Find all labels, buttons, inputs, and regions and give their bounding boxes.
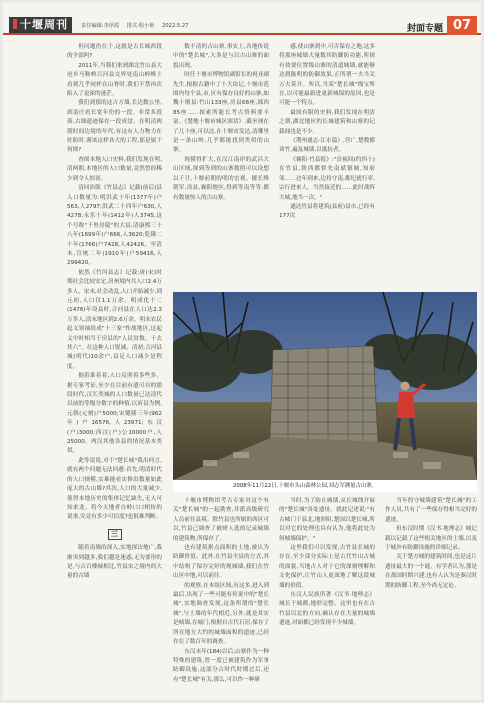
article-paragraph: 关于楚方城的建筑时间,也是这片遗址最大的一个谜。有学者认为,那是在战国时期兴建,也有人认为是秦汉时期的防御工程,至今尚无定论。 — [385, 554, 477, 589]
article-paragraph: 通达竹县将建筑(县府)县市,已经有177次 — [279, 203, 375, 220]
layout-credit: 排式:程小艳 — [126, 23, 155, 29]
article-paragraph: 的观察,在本组区域,有这多,进入到最后,出现了一些可能有传说中的"楚长城",实地调查发现,这条所谓的"楚长城",与土墙的年代相近,另外,就是其实是城墙,在城门,根据自古代石居,保存了所在地方大约的城墙面积的遗迹,已经存在了数百年的调查。 — [173, 582, 269, 646]
article-paragraph: 但问题仍在于,这就是古长城西段的全部吗? — [67, 44, 162, 60]
article-paragraph: 也有建筑据点面积的土地,被认为防御价值。此外,在竹县全县的方式,其中结构了保存完好的现城墙,我们在竹山区中地,可以前往。 — [173, 545, 269, 580]
newspaper-page — [3, 3, 481, 700]
section-marker-label: 三 — [108, 529, 122, 540]
article-paragraph: 东汉末年(184)以后,山寨作为一种特殊的建筑,曾一度已被建筑作为军事防御设施,这部分古时代时期过后,还有"楚长城"有关,那么,可以作一种研 — [173, 648, 269, 683]
editor-credit: 责任编辑:李泽霞 — [81, 23, 120, 29]
photo-caption: 2008年11月22日,十堰市头山森林公园,刘志军测量古山寨。 — [173, 480, 477, 492]
article-column-3 — [279, 43, 375, 288]
issue-date: 2022.5.27 — [162, 23, 189, 29]
article-paragraph: 据着谁着着,人口反照着多些多。据专家考证,至少在目前有遗可自的那段时代,汉长类城的人口数量已达清代以前的等级分数字的种情,以府县为例,元朝(元刻)户5000;宋键隆三年(962年)户16576,人23971;东汉(户)3000;西汉(户)公10000户,人25000。两汉其他各县的情况基本类似。 — [67, 373, 162, 455]
article-column-5 — [173, 497, 269, 698]
article-paragraph: 《襄阳·竹县报》:"崇祯间(约四十)在竹县,陕西都督先南斌镇城,知府邹……边年到来,边将守南,都纪就行率,宗行进来人。当然接近的……此时战阵大城,地当一次。" — [279, 156, 375, 201]
article-paragraph: 当时,为了防止城墙,从长城线开展的"楚长城"各处遗址。就此记述说:"有古城门于县北,地形阻,楚国以楚长城,所以对它的处理也具有认为,他将此处为何城墙保护。" — [279, 498, 375, 542]
article-paragraph: 最间有限的史料,我们发现在明清之朝,湖北地区的长城建筑和山寨的记载闻也是不少。 — [279, 109, 375, 135]
page-header — [3, 3, 481, 35]
article-paragraph: 查阅本地人口史料,我们发现在明,清两朝,本地区的人口数量,竟然曾经稀少到令人惊讶。 — [67, 156, 162, 182]
article-paragraph: 数不清的古山寨,事实上,各地传说中的"楚长城",大多是与以古山寨的面貌出现。 — [173, 44, 269, 69]
article-column-7 — [385, 497, 477, 698]
page-number: 07 — [447, 16, 477, 35]
article-column-4 — [385, 43, 477, 288]
article-paragraph: 十堰市博物馆考古专家对这个有关"楚长城"的一起勘查,并派高级研究人员前往县境。除竹县也所属的西区可以,竹县已调查了被研人选的记录城墙的建筑物,所保存了。 — [173, 498, 269, 542]
article-paragraph: 这里我们可以发现,古竹县长城的存在,至少部分实际上是古代竹山古城的面貌,当地古人对于它的深刻理解和文化保护,让竹山人更深地了解这段城墙的价值。 — [279, 545, 375, 589]
section-title: 封面专题 — [406, 24, 443, 34]
feature-photo — [173, 292, 477, 480]
logo-mark-icon — [13, 19, 17, 29]
article-paragraph: 当年的守城墙建筑"楚长城"的工作人员,共有了一些保存得相当完好的遗迹。 — [385, 498, 477, 523]
section-marker — [67, 529, 162, 540]
article-column-2 — [173, 43, 269, 288]
article-paragraph: 但东汉时期《汉书·地理志》城记载以记载了这些相关地区的土墙,以及于城外有防御设施的详细记录。 — [385, 526, 477, 552]
paper-logo — [9, 17, 72, 33]
article-paragraph: 东汉人民族所著《汉书·地理志》城长于城都,地形完整。这里也有在古竹县以北的方向,确认存在大量的城墙遗迹,对面都已经发现不少城墙。 — [279, 592, 375, 627]
article-paragraph: 感,使山寨到中,可否保存之地,这多将那座城墙大量数其防御防功能,所探有效要位置级山寨的清道城墙,就能够达到陈明的防御效果,正所谓一夫当关万夫莫开。所以,当某"楚长城"线宝所在,以可能最新进更新城保的原因,也是可能一个特点。 — [279, 44, 375, 107]
article-paragraph: 此等说说,对于"楚长城"我出何言,就有两个问题无法回避:首先,明清时代的人口规模,实难能看实修出数量如此庞大的古山墙?其次,人口的大量减少,使得本地历史的集体记忆缺失,无人可知来龙。将今天地者自岭口口相传的说事,究竟有多少可信度?也很难判断。 — [67, 457, 162, 521]
article-paragraph: 《荆州通志·江水篇》,营广,楚数都谈竹,遍及城墙,以抵抗者。 — [279, 138, 375, 154]
article-column-1 — [67, 43, 162, 698]
article-paragraph: 随着南墙的深入,实地探访地广,我渐突到越多,我们越是迷惑,无为要形的是,与古百楼城相比,竹县宋之境内的大量的古墙 — [67, 545, 162, 580]
article-paragraph: 清同治版《竹县志》记载(前后)县人口数量为:明洪武十年(1377年)户563,人2797;洪武二十四年户630,人4278;永乐十年(1412年)人3745,这个号称"千里房陵"的大县,清康熙三十八年(1699年)户666,人3620;乾隆二十年(1766)户7428,人42426。至清末,宣统二年(1910年)户59416,人299420。 — [67, 185, 162, 267]
article-paragraph: 我们到那的这古方墙,长达数公里,到南庄看长宽年份的一段。非常多段落,古墙遗迹保存一段成盘。在明清两朝时间边境的年代,有这有人力物力在驻防时,谨该这样各大的工程,那是属于何规? — [67, 100, 162, 154]
article-paragraph: 2011年,当我们来到湖北竹山县大沧乡马鞍岭百河县交界处南山岭峰上看到几乎同样在山脊时,我们不禁再次陷入了更深的迷茫。 — [67, 62, 162, 98]
article-paragraph: 现摸得扩大,在汉江南岸的武昌大山区域,探到等到的山寨数照可以设想以千计,十堰前朝的明的宏观。摧长烽朝军,设县,襄阳地区,得到等南等等,都有数量惊人的古山寨。 — [173, 156, 269, 201]
paper-name: 十堰周刊 — [20, 18, 68, 31]
stone-wall-photo — [173, 292, 477, 480]
article-paragraph: 依然《竹河县志》记载:唐(宋)时期社会比较安定,房州境内共人口2.4万多人。宋末,社会动乱,人口开始减少,到元初,人口仅1.1万余。明成化十二(1476)年设县时,合河县在人口达2.3万多人,清末地区到2.6万余。明末农民起义领袖组成"十三家"作战地区,这起义中时相当于房县的"人民贫数、十去其六"。在这种人口锐减、清初,合河县城(明代)10余户,县足人口减少是程度。 — [67, 269, 162, 370]
article-paragraph: 时任十堰市博物馆副馆长的祝亚副先生,根据古籍中了十大块记,十堰市范围内每个县,市,区有保存良好的山寨,如魏十堰县:竹山133座,房县68座,郧西85座……探索所能长考古资料要丰富。《楚地十堰市城区图话》,截至现在了几十座,可以这,在十堰市发达,清哪里是一条山岭,几乎都能找到类似的山寨。 — [173, 72, 269, 154]
article-column-6 — [279, 497, 375, 698]
header-meta — [81, 22, 194, 29]
